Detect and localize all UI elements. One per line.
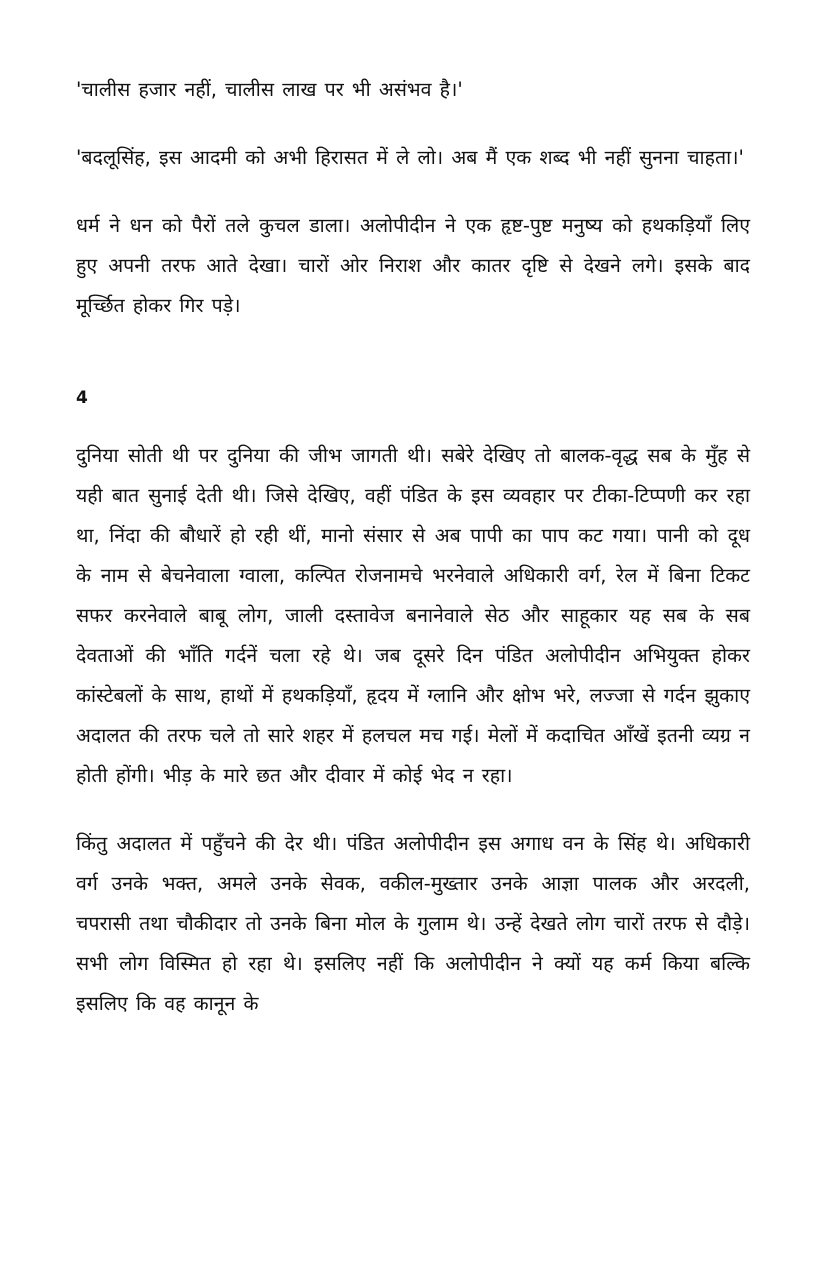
- section-number: 4: [76, 388, 88, 408]
- section-paragraph-2: किंतु अदालत में पहुँचने की देर थी। पंडित अलोपीदीन इस अगाध वन के सिंह थे। अधिकारी वर्ग उनके भक्त, अमले उनके सेवक, वकील-मुख्तार उनके आज्ञा पालक और अरदली, चपरासी तथा चौकीदार तो उनके बिना मोल के गुलाम थे। उन्हें देखते लोग चारों तरफ से दौड़े। सभी लोग विस्मित हो रहा थे। इसलिए नहीं कि अलोपीदीन ने क्यों यह कर्म किया बल्कि इसलिए कि वह कानून के: [76, 832, 750, 1015]
- dialogue-paragraph-2: 'बदलूसिंह, इस आदमी को अभी हिरासत में ले लो। अब मैं एक शब्द भी नहीं सुनना चाहता।': [76, 146, 744, 169]
- document-page: [76, 70, 750, 1024]
- narrative-paragraph: धर्म ने धन को पैरों तले कुचल डाला। अलोपीदीन ने एक हृष्ट-पुष्ट मनुष्य को हथकड़ियाँ लिए हुए अपनी तरफ आते देखा। चारों ओर निराश और कातर दृष्टि से देखने लगे। इसके बाद मूर्च्छित होकर गिर पड़े।: [76, 214, 750, 317]
- section-paragraph-1: दुनिया सोती थी पर दुनिया की जीभ जागती थी। सबेरे देखिए तो बालक-वृद्ध सब के मुँह से यही बात सुनाई देती थी। जिसे देखिए, वहीं पंडित के इस व्यवहार पर टीका-टिप्पणी कर रहा था, निंदा की बौधारें हो रही थीं, मानो संसार से अब पापी का पाप कट गया। पानी को दूध के नाम से बेचनेवाला ग्वाला, कल्पित रोजनामचे भरनेवाले अधिकारी वर्ग, रेल में बिना टिकट सफर करनेवाले बाबू लोग, जाली दस्तावेज बनानेवाले सेठ और साहूकार यह सब के सब देवताओं की भाँति गर्दनें चला रहे थे। जब दूसरे दिन पंडित अलोपीदीन अभियुक्त होकर कांस्टेबलों के साथ, हाथों में हथकड़ियाँ, हृदय में ग्लानि और क्षोभ भरे, लज्जा से गर्दन झुकाए अदालत की तरफ चले तो सारे शहर में हलचल मच गई। मेलों में कदाचित आँखें इतनी व्यग्र न होती होंगी। भीड़ के मारे छत और दीवार में कोई भेद न रहा।: [76, 444, 750, 787]
- dialogue-paragraph-1: 'चालीस हजार नहीं, चालीस लाख पर भी असंभव है।': [76, 78, 463, 101]
